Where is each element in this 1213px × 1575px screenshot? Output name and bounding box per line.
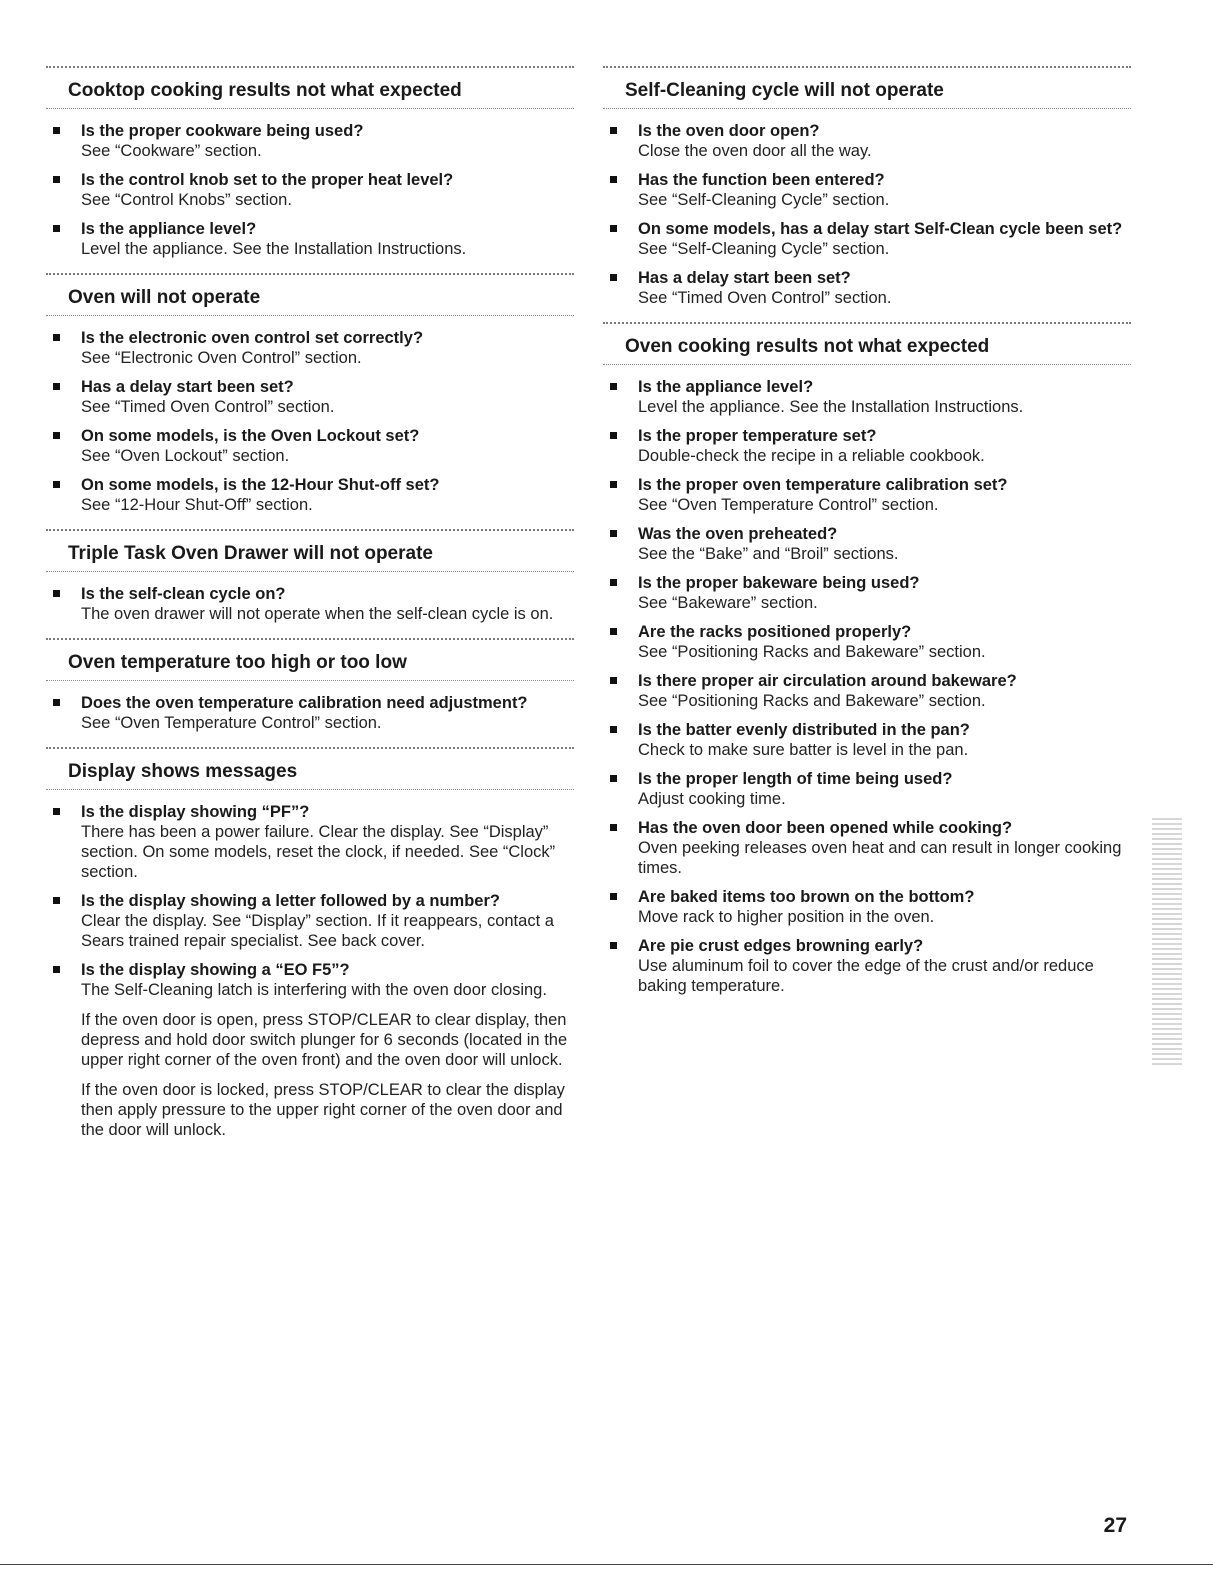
item-answer: Level the appliance. See the Installation Instructions.: [81, 240, 467, 258]
section-title: Self-Cleaning cycle will not operate: [625, 80, 944, 101]
troubleshooting-item: [603, 268, 1131, 308]
section-title: Triple Task Oven Drawer will not operate: [68, 543, 433, 564]
item-question: Are pie crust edges browning early?: [638, 937, 924, 955]
troubleshooting-section: [46, 747, 574, 1140]
section-title: Oven will not operate: [68, 287, 261, 308]
troubleshooting-item: [46, 170, 574, 210]
item-answer: Level the appliance. See the Installation Instructions.: [638, 398, 1024, 416]
square-bullet-icon: [610, 893, 617, 900]
section-rule-bottom: [46, 108, 574, 111]
troubleshooting-item: [46, 693, 574, 733]
square-bullet-icon: [610, 432, 617, 439]
square-bullet-icon: [610, 775, 617, 782]
section-rule-top: [46, 529, 574, 535]
troubleshooting-item: [46, 584, 574, 624]
section-title: Oven cooking results not what expected: [625, 336, 990, 357]
item-question: Is the appliance level?: [638, 378, 814, 396]
square-bullet-icon: [610, 942, 617, 949]
square-bullet-icon: [610, 579, 617, 586]
item-question: Was the oven preheated?: [638, 525, 838, 543]
section-rule-top: [46, 638, 574, 644]
item-question: Are baked items too brown on the bottom?: [638, 888, 975, 906]
troubleshooting-item: [603, 936, 1131, 996]
item-answer: The oven drawer will not operate when the self-clean cycle is on.: [81, 605, 554, 623]
item-question: Is there proper air circulation around bakeware?: [638, 672, 1017, 690]
item-answer: See “Positioning Racks and Bakeware” section.: [638, 643, 986, 661]
right-column: [603, 66, 1131, 1010]
troubleshooting-section: [603, 322, 1131, 996]
troubleshooting-item: [46, 426, 574, 466]
item-answer: Double-check the recipe in a reliable cookbook.: [638, 447, 985, 465]
item-answer: Move rack to higher position in the oven.: [638, 908, 935, 926]
square-bullet-icon: [610, 225, 617, 232]
troubleshooting-item: [46, 377, 574, 417]
item-question: Is the display showing “PF”?: [81, 803, 310, 821]
item-paragraph: If the oven door is open, press STOP/CLEAR to clear display, then depress and hold door switch plunger for 6 seconds (located in the upper right corner of the oven front) and the oven door will unlock.: [81, 1011, 568, 1069]
troubleshooting-item: [603, 671, 1131, 711]
troubleshooting-item: [603, 170, 1131, 210]
item-answer: Clear the display. See “Display” section. If it reappears, contact a Sears trained repair specialist. See back cover.: [81, 912, 554, 950]
item-answer: See “Self-Cleaning Cycle” section.: [638, 191, 890, 209]
item-answer: Oven peeking releases oven heat and can result in longer cooking times.: [638, 839, 1122, 877]
item-question: Is the appliance level?: [81, 220, 257, 238]
troubleshooting-item: [603, 720, 1131, 760]
troubleshooting-section: [603, 66, 1131, 308]
bottom-rule: [0, 1564, 1213, 1565]
troubleshooting-item: [46, 121, 574, 161]
square-bullet-icon: [610, 274, 617, 281]
troubleshooting-item: [603, 426, 1131, 466]
square-bullet-icon: [53, 432, 60, 439]
troubleshooting-item: [46, 219, 574, 259]
item-question: On some models, is the 12-Hour Shut-off set?: [81, 476, 440, 494]
item-answer: Close the oven door all the way.: [638, 142, 872, 160]
troubleshooting-item: [603, 524, 1131, 564]
troubleshooting-section: [46, 529, 574, 624]
item-question: Does the oven temperature calibration need adjustment?: [81, 694, 528, 712]
left-column: [46, 66, 574, 1154]
square-bullet-icon: [610, 628, 617, 635]
square-bullet-icon: [53, 966, 60, 973]
item-answer: See “Oven Temperature Control” section.: [81, 714, 382, 732]
section-rule-top: [46, 66, 574, 72]
item-answer: See “Timed Oven Control” section.: [81, 398, 335, 416]
item-answer: See “Oven Lockout” section.: [81, 447, 290, 465]
section-rule-bottom: [46, 680, 574, 683]
item-answer: See “Electronic Oven Control” section.: [81, 349, 362, 367]
section-rule-bottom: [46, 315, 574, 318]
square-bullet-icon: [53, 334, 60, 341]
square-bullet-icon: [53, 808, 60, 815]
troubleshooting-item: [46, 475, 574, 515]
item-answer: Adjust cooking time.: [638, 790, 786, 808]
item-answer: See the “Bake” and “Broil” sections.: [638, 545, 899, 563]
troubleshooting-item: [603, 377, 1131, 417]
section-rule-top: [603, 322, 1131, 328]
item-answer: The Self-Cleaning latch is interfering with the oven door closing.: [81, 981, 547, 999]
item-question: Has the oven door been opened while cooking?: [638, 819, 1013, 837]
troubleshooting-item: [46, 960, 574, 1000]
square-bullet-icon: [610, 726, 617, 733]
troubleshooting-item: [603, 475, 1131, 515]
item-question: Is the proper bakeware being used?: [638, 574, 920, 592]
section-rule-bottom: [603, 108, 1131, 111]
square-bullet-icon: [53, 481, 60, 488]
troubleshooting-item: [603, 622, 1131, 662]
item-answer: See “Positioning Racks and Bakeware” section.: [638, 692, 986, 710]
square-bullet-icon: [53, 176, 60, 183]
page-number: 27: [1103, 1514, 1127, 1537]
troubleshooting-item: [603, 121, 1131, 161]
item-question: Is the oven door open?: [638, 122, 820, 140]
troubleshooting-item: [603, 219, 1131, 259]
square-bullet-icon: [610, 176, 617, 183]
item-question: Is the proper cookware being used?: [81, 122, 364, 140]
item-answer: See “12-Hour Shut-Off” section.: [81, 496, 313, 514]
item-answer: Use aluminum foil to cover the edge of the crust and/or reduce baking temperature.: [638, 957, 1094, 995]
section-title: Display shows messages: [68, 761, 298, 782]
troubleshooting-item: [603, 818, 1131, 878]
square-bullet-icon: [610, 383, 617, 390]
item-question: Are the racks positioned properly?: [638, 623, 912, 641]
square-bullet-icon: [53, 127, 60, 134]
square-bullet-icon: [610, 127, 617, 134]
item-answer: There has been a power failure. Clear the display. See “Display” section. On some models, reset the clock, if needed. See “Clock” section.: [81, 823, 556, 881]
square-bullet-icon: [53, 699, 60, 706]
item-question: Has a delay start been set?: [638, 269, 851, 287]
item-answer: See “Self-Cleaning Cycle” section.: [638, 240, 890, 258]
section-rule-bottom: [46, 571, 574, 574]
section-rule-top: [46, 747, 574, 753]
item-answer: Check to make sure batter is level in the pan.: [638, 741, 969, 759]
section-rule-bottom: [46, 789, 574, 792]
troubleshooting-section: [46, 273, 574, 515]
section-title: Cooktop cooking results not what expected: [68, 80, 462, 101]
item-answer: See “Oven Temperature Control” section.: [638, 496, 939, 514]
troubleshooting-item: [46, 802, 574, 882]
item-question: Is the batter evenly distributed in the pan?: [638, 721, 970, 739]
item-question: Is the display showing a “EO F5”?: [81, 961, 350, 979]
section-rule-bottom: [603, 364, 1131, 367]
section-title: Oven temperature too high or too low: [68, 652, 407, 673]
item-question: Is the control knob set to the proper heat level?: [81, 171, 454, 189]
item-answer: See “Timed Oven Control” section.: [638, 289, 892, 307]
square-bullet-icon: [53, 225, 60, 232]
troubleshooting-section: [46, 66, 574, 259]
item-question: Is the proper length of time being used?: [638, 770, 953, 788]
troubleshooting-item: [603, 769, 1131, 809]
section-rule-top: [46, 273, 574, 279]
item-paragraph: If the oven door is locked, press STOP/CLEAR to clear the display then apply pressure to the upper right corner of the oven door and the door will unlock.: [81, 1081, 565, 1139]
square-bullet-icon: [610, 824, 617, 831]
square-bullet-icon: [53, 383, 60, 390]
square-bullet-icon: [610, 677, 617, 684]
item-question: Is the electronic oven control set correctly?: [81, 329, 424, 347]
item-answer: See “Control Knobs” section.: [81, 191, 292, 209]
troubleshooting-item: [46, 891, 574, 951]
item-question: Is the proper temperature set?: [638, 427, 877, 445]
item-question: Is the display showing a letter followed by a number?: [81, 892, 500, 910]
troubleshooting-section: [46, 638, 574, 733]
square-bullet-icon: [53, 897, 60, 904]
item-question: Has a delay start been set?: [81, 378, 294, 396]
item-question: Is the proper oven temperature calibration set?: [638, 476, 1008, 494]
square-bullet-icon: [610, 530, 617, 537]
section-rule-top: [603, 66, 1131, 72]
square-bullet-icon: [610, 481, 617, 488]
item-question: On some models, has a delay start Self-Clean cycle been set?: [638, 220, 1123, 238]
item-answer: See “Bakeware” section.: [638, 594, 818, 612]
item-answer: See “Cookware” section.: [81, 142, 262, 160]
item-question: Has the function been entered?: [638, 171, 885, 189]
item-question: On some models, is the Oven Lockout set?: [81, 427, 420, 445]
item-question: Is the self-clean cycle on?: [81, 585, 286, 603]
troubleshooting-item: [46, 328, 574, 368]
troubleshooting-item: [603, 887, 1131, 927]
square-bullet-icon: [53, 590, 60, 597]
troubleshooting-item: [603, 573, 1131, 613]
margin-stamp: [1152, 815, 1182, 1065]
